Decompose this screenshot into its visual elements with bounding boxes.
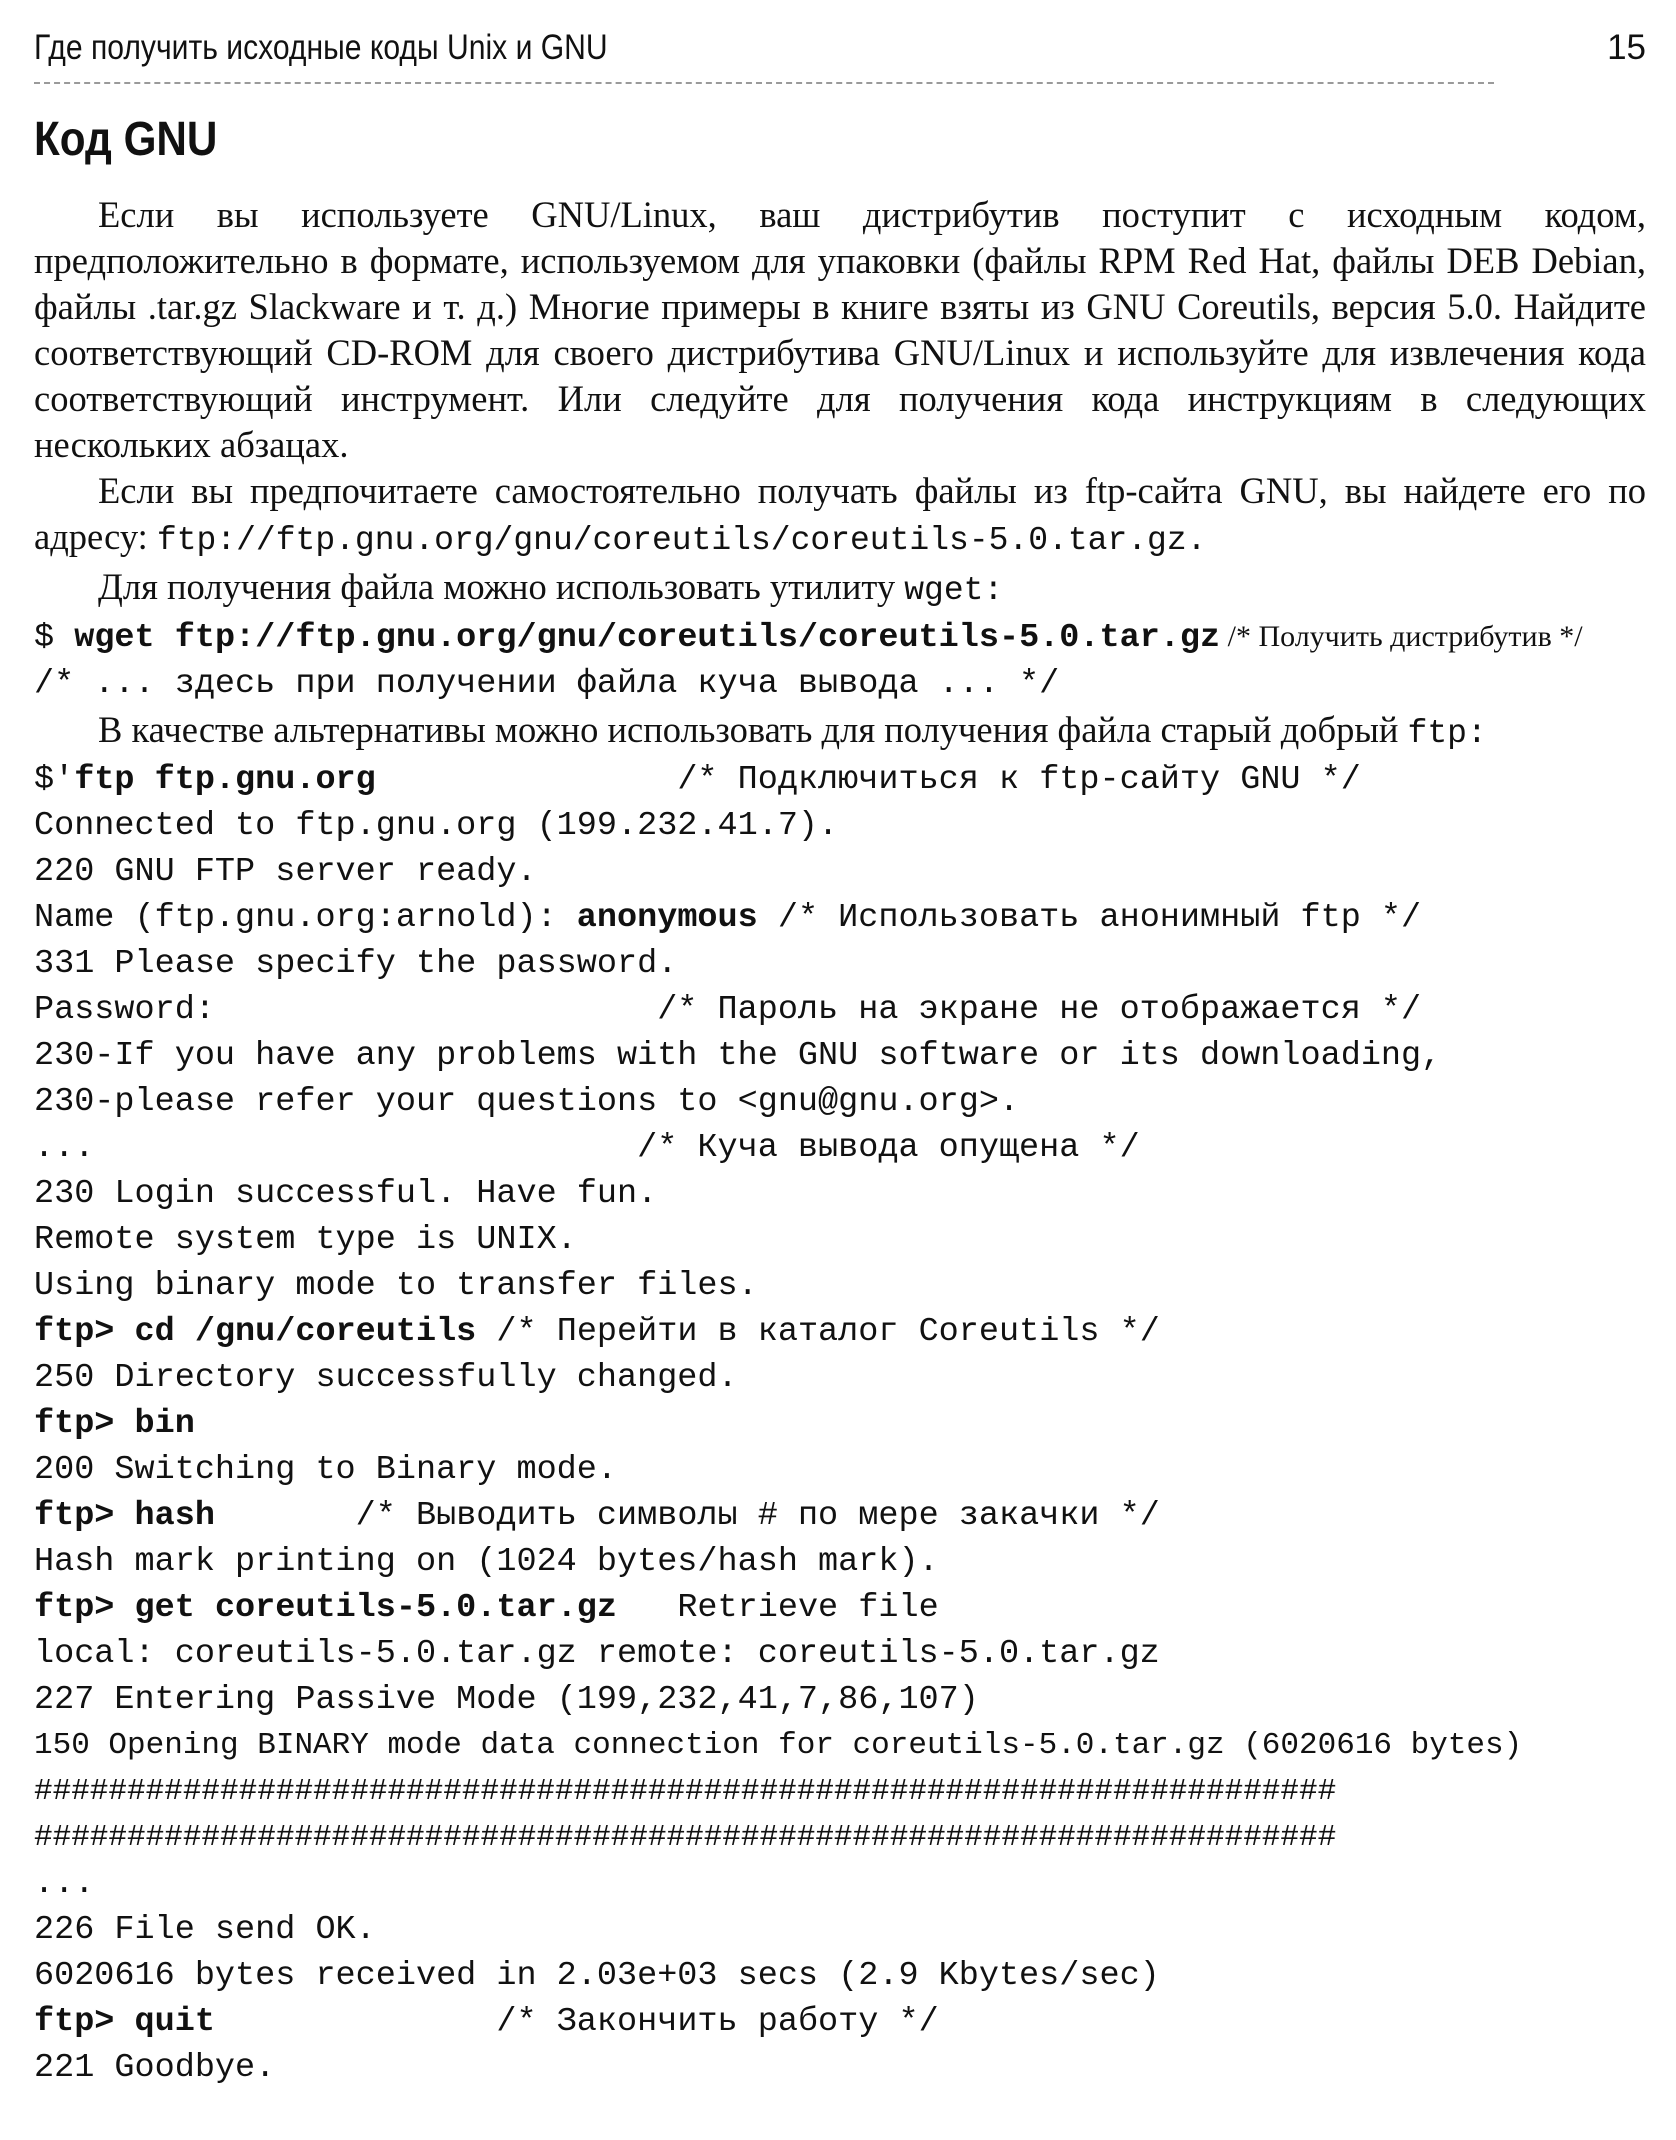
- ftp-session-code-block: [34, 757, 1646, 2091]
- ftp-prompt: ftp>: [34, 1313, 135, 1351]
- paragraph-ftp-alternative: [34, 707, 1646, 757]
- ftp-prompt: ftp>: [34, 1405, 135, 1443]
- code-command: anonymous: [576, 899, 758, 937]
- hash-progress-line: ######################################################################: [34, 1820, 1337, 1855]
- paragraph-ftp-alternative-text: В качестве альтернативы можно использовать для получения файла старый добрый: [98, 709, 1408, 750]
- code-line: [34, 757, 1646, 803]
- header-divider: [34, 82, 1494, 84]
- code-line: 220 GNU FTP server ready.: [34, 853, 537, 891]
- code-line: 6020616 bytes received in 2.03e+03 secs (2.9 Kbytes/sec): [34, 1957, 1160, 1995]
- code-line: ... /* Куча вывода опущена */: [34, 1129, 1140, 1167]
- code-line: 331 Please specify the password.: [34, 945, 678, 983]
- code-command: quit: [134, 2003, 215, 2041]
- code-line: /* ... здесь при получении файла куча вывода ... */: [34, 665, 1060, 703]
- code-line: [34, 1585, 1646, 1631]
- code-line: 230-please refer your questions to <gnu@gnu.org>.: [34, 1083, 1020, 1121]
- ftp-command-name: ftp:: [1407, 715, 1487, 752]
- code-line: 200 Switching to Binary mode.: [34, 1451, 617, 1489]
- code-command: wget ftp://ftp.gnu.org/gnu/coreutils/coreutils-5.0.tar.gz: [74, 619, 1221, 657]
- running-head-title: Где получить исходные коды Unix и GNU: [34, 28, 608, 67]
- running-head: [34, 28, 1646, 84]
- code-line: [34, 1999, 1646, 2045]
- code-line: Using binary mode to transfer files.: [34, 1267, 758, 1305]
- code-line: [34, 1309, 1646, 1355]
- paragraph-ftp-site: [34, 468, 1646, 564]
- paragraph-ftp-site-text: Если вы предпочитаете самостоятельно получать файлы из ftp-сайта GNU, вы найдете его по адресу:: [34, 470, 1646, 557]
- wget-code-block: [34, 614, 1646, 707]
- code-line: 226 File send OK.: [34, 1911, 376, 1949]
- code-comment: /* Подключиться к ftp-сайту GNU */: [375, 761, 1361, 799]
- ftp-prompt: ftp>: [34, 1497, 135, 1535]
- code-comment: /* Использовать анонимный ftp */: [757, 899, 1422, 937]
- hash-progress-line: ######################################################################: [34, 1774, 1337, 1809]
- code-comment: /* Перейти в каталог Coreutils */: [476, 1313, 1160, 1351]
- code-command: cd /gnu/coreutils: [134, 1313, 477, 1351]
- shell-prompt: $: [34, 619, 75, 657]
- coreutils-ftp-url: ftp://ftp.gnu.org/gnu/coreutils/coreutils-5.0.tar.gz.: [156, 522, 1207, 559]
- code-line: Connected to ftp.gnu.org (199.232.41.7).: [34, 807, 839, 845]
- code-comment: Retrieve file: [617, 1589, 939, 1627]
- code-line: Hash mark printing on (1024 bytes/hash mark).: [34, 1543, 939, 1581]
- code-command: hash: [134, 1497, 215, 1535]
- page-number: 15: [1607, 28, 1646, 67]
- code-line: ...: [34, 1865, 95, 1903]
- shell-prompt: $': [34, 761, 75, 799]
- paragraph-gnu-linux-source: Если вы используете GNU/Linux, ваш дистрибутив поступит с исходным кодом, предположительно в формате, используемом для упаковки (файлы RPM Red Hat, файлы DEB Debian, файлы .tar.gz Slackware и т. д.) Многие примеры в книге взяты из GNU Coreutils, версия 5.0. Найдите соответствующий CD-ROM для своего дистрибутива GNU/Linux и используйте для извлечения кода соответствующий инструмент. Или следуйте для получения кода инструкциям в следующих нескольких абзацах.: [34, 194, 1646, 465]
- code-line: 221 Goodbye.: [34, 2049, 276, 2087]
- page-body: [34, 192, 1646, 2091]
- code-command: get coreutils-5.0.tar.gz: [134, 1589, 618, 1627]
- code-command: ftp ftp.gnu.org: [74, 761, 376, 799]
- section-heading: Код GNU: [34, 113, 218, 166]
- code-line: Password: /* Пароль на экране не отображается */: [34, 991, 1422, 1029]
- code-comment: /* Выводить символы # по мере закачки */: [214, 1497, 1160, 1535]
- code-text: Name (ftp.gnu.org:arnold):: [34, 899, 577, 937]
- code-line: Remote system type is UNIX.: [34, 1221, 577, 1259]
- ftp-prompt: ftp>: [34, 2003, 135, 2041]
- code-line: local: coreutils-5.0.tar.gz remote: coreutils-5.0.tar.gz: [34, 1635, 1160, 1673]
- code-line: 250 Directory successfully changed.: [34, 1359, 738, 1397]
- code-command: bin: [134, 1405, 195, 1443]
- ftp-prompt: ftp>: [34, 1589, 135, 1627]
- paragraph-wget-intro-text: Для получения файла можно использовать утилиту: [98, 566, 905, 607]
- code-line: 227 Entering Passive Mode (199,232,41,7,86,107): [34, 1681, 979, 1719]
- code-line: [34, 1493, 1646, 1539]
- code-line: [34, 895, 1646, 941]
- code-line: 230-If you have any problems with the GNU software or its downloading,: [34, 1037, 1442, 1075]
- code-line: [34, 1401, 1646, 1447]
- wget-command-name: wget:: [904, 572, 1004, 609]
- code-line: [34, 614, 1646, 661]
- code-line: 230 Login successful. Have fun.: [34, 1175, 658, 1213]
- paragraph-wget-intro: [34, 564, 1646, 614]
- code-line: 150 Opening BINARY mode data connection for coreutils-5.0.tar.gz (6020616 bytes): [34, 1728, 1523, 1763]
- code-comment: /* Получить дистрибутив */: [1220, 620, 1583, 653]
- code-comment: /* Закончить работу */: [214, 2003, 939, 2041]
